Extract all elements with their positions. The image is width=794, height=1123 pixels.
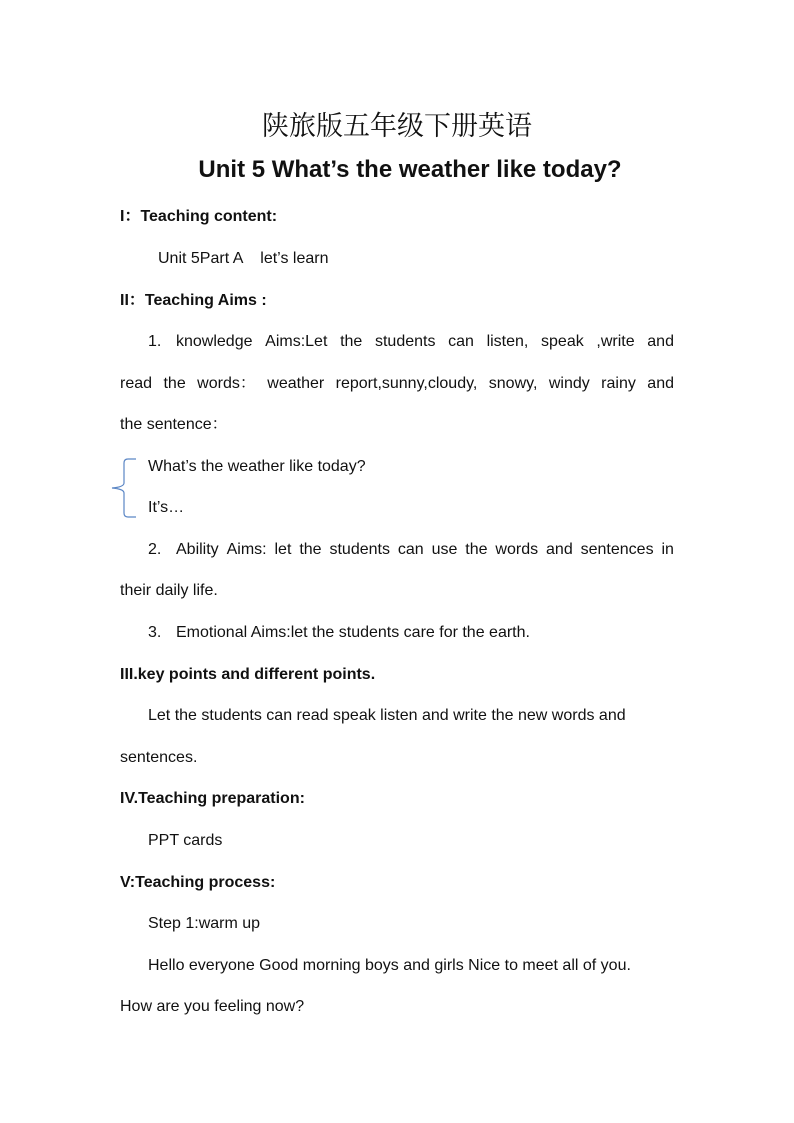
- section1-content: Unit 5Part A let’s learn: [158, 250, 329, 267]
- aim1-word: weather: [267, 375, 325, 392]
- section1-heading: I：Teaching content:: [120, 208, 278, 225]
- aim1-word: students: [374, 333, 436, 350]
- sentence-question: What’s the weather like today?: [148, 458, 366, 475]
- aim1-word: snowy,: [488, 375, 538, 392]
- aim2-word: let: [274, 541, 292, 558]
- aim1-word: can: [448, 333, 474, 350]
- section3-heading: III.key points and different points.: [120, 666, 376, 683]
- aim1-word: report,sunny,cloudy,: [335, 375, 478, 392]
- aim1-word: ,write: [596, 333, 635, 350]
- aim2-word: in: [661, 541, 674, 558]
- aim3-line: [148, 623, 530, 643]
- aim1-word: and: [647, 375, 674, 392]
- section4-content: PPT cards: [148, 832, 223, 849]
- aim1-word: read: [120, 375, 153, 392]
- aim2-word: sentences: [580, 541, 654, 558]
- section2-heading: II：Teaching Aims :: [120, 292, 267, 309]
- aim2-word: words: [495, 541, 539, 558]
- aim2-word: students: [329, 541, 390, 558]
- section5-line2: How are you feeling now?: [120, 998, 305, 1015]
- aim2-word: the: [465, 541, 488, 558]
- section4-heading: IV.Teaching preparation:: [120, 790, 305, 807]
- aim2-word: can: [397, 541, 424, 558]
- section5-heading: V:Teaching process:: [120, 874, 276, 891]
- aim1-word: speak: [541, 333, 584, 350]
- section5-line1: Hello everyone Good morning boys and girls Nice to meet all of you.: [148, 957, 631, 974]
- aim1-word: knowledge: [176, 333, 253, 350]
- section5-step1: Step 1:warm up: [148, 915, 261, 932]
- aim1-word: words：: [197, 375, 256, 392]
- aim1-word: Aims:Let: [265, 333, 328, 350]
- aim2-word: Ability: [176, 541, 219, 558]
- aim1-word: listen,: [486, 333, 529, 350]
- english-title: Unit 5 What’s the weather like today?: [198, 156, 622, 183]
- aim2-word: Aims:: [226, 541, 267, 558]
- aim1-line2: [120, 374, 674, 394]
- aim2-line1: [120, 540, 674, 560]
- aim1-word: and: [647, 333, 674, 350]
- aim1-line3: the sentence：: [120, 416, 228, 433]
- aim1-word: the: [340, 333, 363, 350]
- chinese-title: 陕旅版五年级下册英语: [262, 111, 532, 142]
- aim2-word: the: [299, 541, 322, 558]
- section3-line2: sentences.: [120, 749, 198, 766]
- aim2-word: use: [431, 541, 458, 558]
- aim2-line2: their daily life.: [120, 582, 218, 599]
- aim3-number: 3.: [148, 624, 162, 641]
- aim1-word: rainy: [601, 375, 636, 392]
- aim1-word: the: [163, 375, 186, 392]
- aim1-word: windy: [548, 375, 590, 392]
- aim2-word: and: [546, 541, 573, 558]
- aim3-text: Emotional Aims:let the students care for the earth.: [176, 624, 530, 641]
- aim2-number: 2.: [148, 541, 162, 558]
- aim1-line1: [120, 332, 674, 352]
- curly-brace-icon: [108, 457, 138, 519]
- section3-line1: Let the students can read speak listen and write the new words and: [148, 707, 626, 724]
- aim1-number: 1.: [148, 333, 162, 350]
- sentence-answer: It’s…: [148, 499, 185, 516]
